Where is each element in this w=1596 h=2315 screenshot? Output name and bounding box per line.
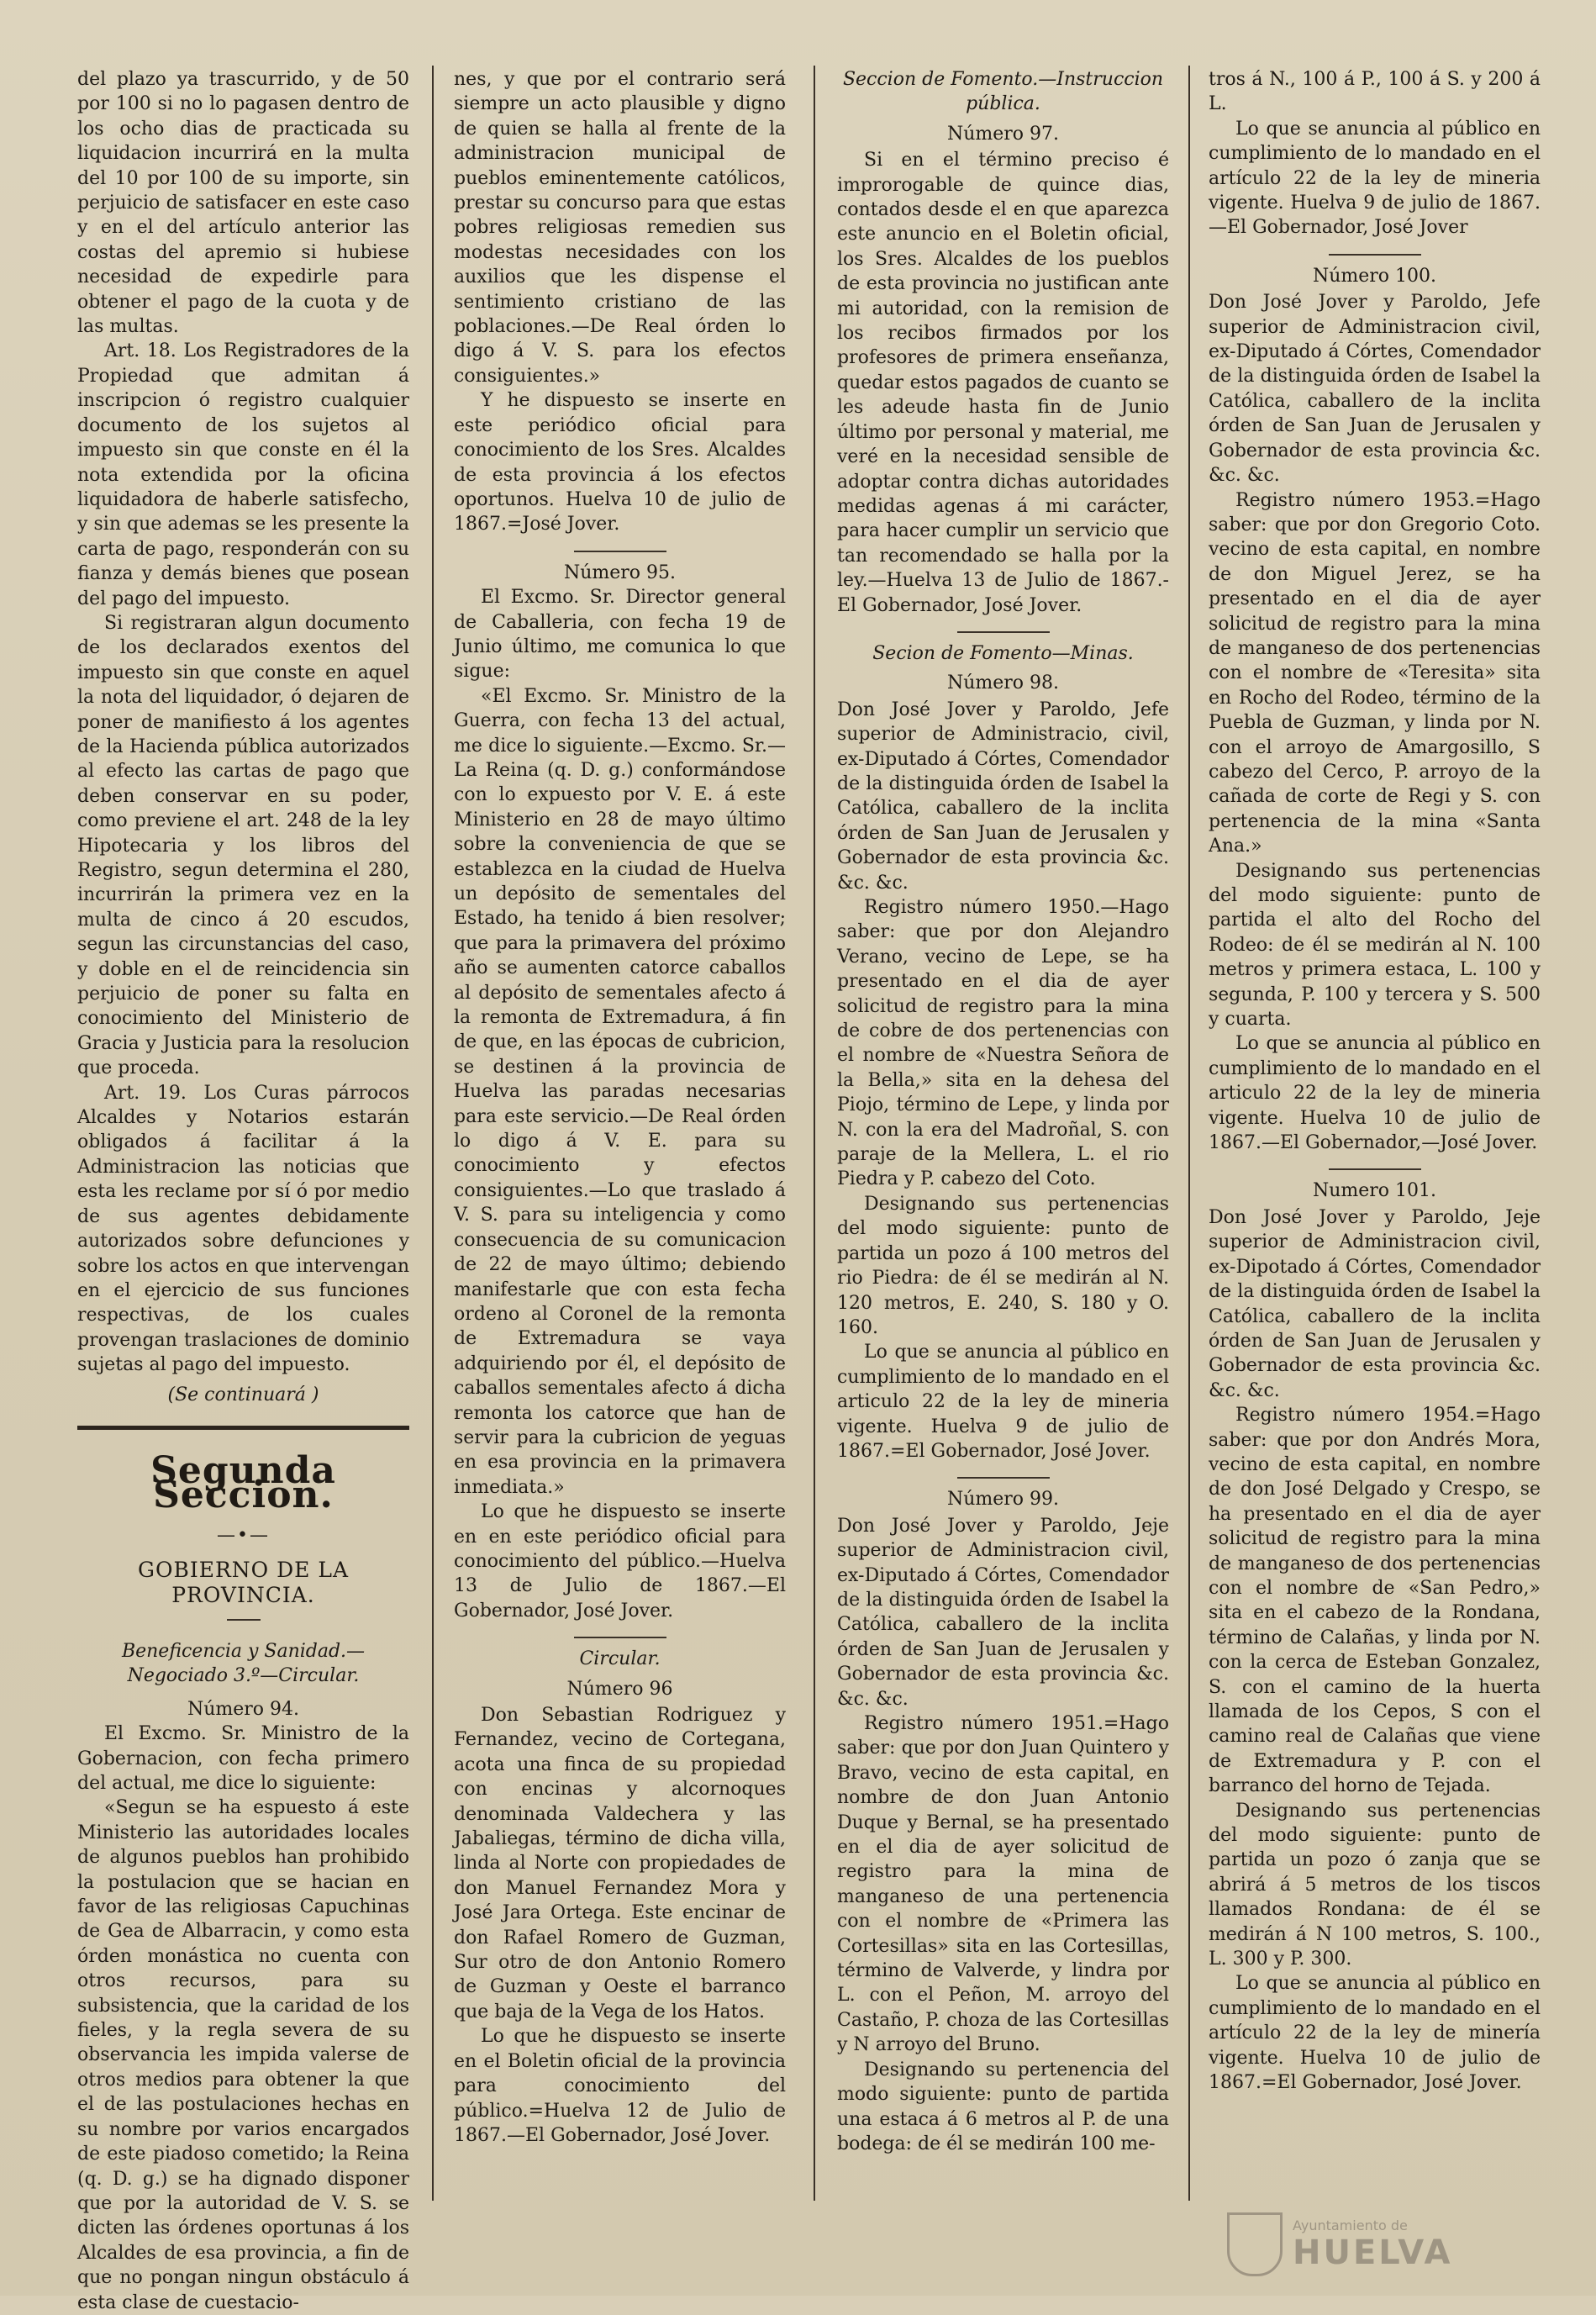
paragraph: Don Sebastian Rodriguez y Fernandez, vecino de Cortegana, acota una finca de su propiedad con encinas y alcornoques denominada Valdechera y las Jabaliegas, término de dicha villa, linda al Norte con propiedades de don Manuel Fernandez Mora y José Jara Ortega. Este encinar de don Rafael Romero de Guzman, Sur otro de don Antonio Romero de Guzman y Oeste el barranco que baja de la Vega de los Hatos. <box>454 1705 786 2022</box>
paragraph: Si registraran algun documento de los declarados exentos del impuesto sin que conste en aquel la nota del liquidador, ó dejaren de poner de manifiesto á los agentes de la Hacienda pública autorizados al efecto las cartas de pago que deben conservar en su poder, como previene el art. 248 de la ley Hipotecaria y los libros del Registro, segun determina el 280, incurrirán la primera vez en la multa de cinco á 20 escudos, segun las circunstancias del caso, y doble en el de reincidencia sin perjuicio de poner su falta en conocimiento del Ministerio de Gracia y Justicia para la resolucion que proceda. <box>77 612 409 1079</box>
column-3 <box>837 67 1169 2202</box>
department-heading: Secion de Fomento—Minas. <box>872 642 1134 664</box>
divider <box>1329 1168 1421 1170</box>
notice-number: Numero 101. <box>1312 1180 1437 1202</box>
paragraph: Registro número 1953.=Hago saber: que por don Gregorio Coto. vecino de esta capital, en nombre de don Miguel Jerez, se ha presentado en el dia de ayer solicitud de registro para la mina de manganeso de dos pertenencias con el nombre de «Teresita» sita en Rocho del Rodeo, término de la Puebla de Guzman, y linda por N. con el arroyo de Amargosillo, S cabezo del Cerco, P. arroyo de la cañada de corte de Regi y S. con pertenencia de la mina «Santa Ana.» <box>1209 489 1541 857</box>
paragraph: Registro número 1951.=Hago saber: que por don Juan Quintero y Bravo, vecino de esta capital, en nombre de don Juan Antonio Duque y Bernal, se ha presentado en el dia de ayer solicitud de registro para la mina de manganeso de una pertenencia con el nombre de «Primera las Cortesillas» sita en las Cortesillas, término de Valverde, y lindra por L. con el Peñon, M. arroyo del Castaño, P. choza de las Cortesillas y N arroyo del Bruno. <box>837 1713 1169 2056</box>
paragraph: El Excmo. Sr. Director general de Caballeria, con fecha 19 de Junio último, me comunica lo que sigue: <box>454 587 786 683</box>
paragraph: Registro número 1954.=Hago saber: que por don Andrés Mora, vecino de esta capital, en nombre de don José Delgado y Crespo, se ha presentado en el dia de ayer solicitud de registro para la mina de manganeso de dos pertenencias con el nombre de «San Pedro,» sita en el cabezo de la Rondana, término de Calañas, y linda por N. con la cerca de Esteban Gonzalez, S. con el camino de la huerta llamada de los Cepos, S con el camino real de Calañas que viene de Extremadura y P. con el barranco del horno de Tejada. <box>1209 1405 1541 1797</box>
paragraph: Don José Jover y Paroldo, Jefe superior de Administracion civil, ex-Diputado á Córtes, Comendador de la distinguida órden de Isabel la Católica, caballero de la inclita órden de San Juan de Jerusalen y Gobernador de esta provincia &c. &c. &c. <box>1209 292 1541 487</box>
gobierno-heading: GOBIERNO DE LA PROVINCIA. <box>138 1558 349 1607</box>
department-heading: Seccion de Fomento.—Instruccion pública. <box>842 69 1164 115</box>
paragraph: Lo que he dispuesto se inserte en el Boletin oficial de la provincia para conocimiento del público.=Huelva 12 de Julio de 1867.—El Gobernador, José Jover. <box>454 2026 786 2146</box>
continuation-note: (Se continuará ) <box>167 1384 319 1405</box>
divider <box>957 1477 1050 1479</box>
paragraph: Don José Jover y Paroldo, Jeje superior de Administracion civil, ex-Dipotado á Córtes, Comendador de la distinguida órden de Isabel la Católica, caballero de la inclita órden de San Juan de Jerusalen y Gobernador de esta provincia &c. &c. &c. <box>1209 1206 1541 1401</box>
paragraph: Y he dispuesto se inserte en este periódico oficial para conocimiento de los Sres. Alcaldes de esta provincia á los efectos oportunos. Huelva 10 de julio de 1867.=José Jover. <box>454 390 786 535</box>
notice-number: Número 98. <box>946 672 1060 694</box>
column-2 <box>454 67 786 2202</box>
divider <box>574 1637 666 1638</box>
department-heading: Beneficencia y Sanidad.—Negociado 3.º—Circular. <box>121 1640 366 1687</box>
section-rule <box>77 1426 409 1430</box>
watermark-text <box>1293 2217 1452 2272</box>
divider <box>227 1619 261 1621</box>
notice-number: Número 99. <box>946 1489 1060 1511</box>
watermark-small: Ayuntamiento de <box>1293 2217 1408 2233</box>
ornament-divider: —•— <box>217 1524 270 1546</box>
paragraph: Lo que he dispuesto se inserte en en este periódico oficial para conocimiento del público.—Huelva 13 de Julio de 1867.—El Gobernador, José Jover. <box>454 1501 786 1622</box>
paragraph: Designando sus pertenencias del modo siguiente: punto de partida el alto del Rocho del Rodeo: de él se medirán al N. 100 metros y primera estaca, L. 100 y segunda, P. 100 y tercera y S. 500 y cuarta. <box>1209 860 1541 1031</box>
paragraph: Designando sus pertenencias del modo siguiente: punto de partida un pozo ó zanja que se abrirá á 5 metros de los tiscos llamados Rondana: de él se medirán á N 100 metros, S. 100., L. 300 y P. 300. <box>1209 1800 1541 1970</box>
paragraph: «El Excmo. Sr. Ministro de la Guerra, con fecha 13 del actual, me dice lo siguiente.—Excmo. Sr.—La Reina (q. D. g.) conformándose con lo expuesto por V. E. á este Ministerio en 28 de mayo último sobre la conveniencia de que se establezca en la ciudad de Huelva un depósito de sementales del Estado, ha tenido á bien resolver; que para la primavera del próximo año se aumenten catorce caballos al depósito de sementales afecto á la remonta de Extremadura, á fin de que, en las épocas de cubricion, se destinen á la provincia de Huelva las paradas necesarias para este servicio.—De Real órden lo digo á V. E. para su conocimiento y efectos consiguientes.—Lo que traslado á V. S. para su inteligencia y como consecuencia de su comunicacion de 22 de mayo último; debiendo manifestarle que con esta fecha ordeno al Coronel de la remonta de Extremadura se vaya adquiriendo por él, el depósito de caballos sementales afecto á dicha remonta los catorce que han de servir para la cubricion de yeguas en esa provincia en la primavera inmediata.» <box>454 685 786 1498</box>
notice-number: Número 96 <box>566 1678 673 1700</box>
archive-watermark <box>1227 2211 1580 2278</box>
paragraph: Lo que se anuncia al público en cumplimiento de lo mandado en el articulo 22 de la ley de mineria vigente. Huelva 9 de julio de 1867.=El Gobernador, José Jover. <box>837 1342 1169 1462</box>
paragraph: Lo que se anuncia al público en cumplimiento de lo mandado en el artículo 22 de la ley de mineria vigente. Huelva 9 de julio de 1867.—El Gobernador, José Jover <box>1209 118 1541 239</box>
paragraph: del plazo ya trascurrido, y de 50 por 100 si no lo pagasen dentro de los ocho dias de practicada su liquidacion incurrirá en la multa del 10 por 100 de su importe, sin perjuicio de satisfacer en este caso y en el del artículo anterior las costas del apremio si hubiese necesidad de expedirle para obtener el pago de la cuota y de las multas. <box>77 69 409 338</box>
notice-number: Número 94. <box>187 1698 300 1720</box>
paragraph: Don José Jover y Paroldo, Jeje superior de Administracion civil, ex-Diputado á Córtes, Comendador de la distinguida órden de Isabel la Católica, caballero de la inclita órden de San Juan de Jerusalen y Gobernador de esta provincia &c. &c. &c. <box>837 1515 1169 1710</box>
paragraph: Designando sus pertenencias del modo siguiente: punto de partida un pozo á 100 metros del rio Piedra: de él se medirán al N. 120 metros, E. 240, S. 180 y O. 160. <box>837 1193 1169 1338</box>
paragraph: «Segun se ha espuesto á este Ministerio las autoridades locales de algunos pueblos han prohibido la postulacion que se hacian en favor de las religiosas Capuchinas de Gea de Albarracin, y como esta órden monástica no cuenta con otros recursos, para su subsistencia, que la caridad de los fieles, y la regla severa de su observancia les impida valerse de otros medios para obtener la que el de las postulaciones hechas en su nombre por varios encargados de este piadoso cometido; la Reina (q. D. g.) se ha dignado disponer que por la autoridad de V. S. se dicten las órdenes oportunas á los Alcaldes de esa provincia, a fin de que no pongan ningun obstáculo á esta clase de cuestacio- <box>77 1797 409 2313</box>
column-rule <box>1188 66 1190 2201</box>
paragraph: Si en el término preciso é improrogable de quince dias, contados desde el en que aparezca este anuncio en el Boletin oficial, los Sres. Alcaldes de los pueblos de esta provincia no justifican ante mi autoridad, con la remision de los recibos firmados por los profesores de primera enseñanza, quedar estos pagados de cuanto se les adeude hasta fin de Junio último por personal y material, me veré en la necesidad sensible de adoptar contra dichas autoridades medidas agenas á mi carácter, para hacer cumplir un servicio que tan recomendado se halla por la ley.—Huelva 13 de Julio de 1867.-El Gobernador, José Jover. <box>837 150 1169 616</box>
coat-of-arms-icon <box>1227 2212 1283 2276</box>
paragraph: tros á N., 100 á P., 100 á S. y 200 á L. <box>1209 69 1541 115</box>
paragraph: nes, y que por el contrario será siempre un acto plausible y digno de quien se halla al frente de la administracion municipal de pueblos eminentemente católicos, prestar su concurso para que estas pobres religiosas remedien sus modestas necesidades con los auxilios que les dispense el sentimiento cristiano de las poblaciones.—De Real órden lo digo á V. S. para los efectos consiguientes.» <box>454 69 786 387</box>
paragraph: Designando su pertenencia del modo siguiente: punto de partida una estaca á 6 metros al P. de una bodega: de él se medirán 100 me- <box>837 2059 1169 2154</box>
notice-number: Número 95. <box>563 562 677 583</box>
watermark-big: HUELVA <box>1293 2233 1453 2272</box>
notice-number: Número 100. <box>1312 265 1437 287</box>
divider <box>957 631 1050 633</box>
paragraph: Registro número 1950.—Hago saber: que por don Alejandro Verano, vecino de Lepe, se ha presentado en el dia de ayer solicitud de registro para la mina de cobre de dos pertenencias con el nombre de «Nuestra Señora de la Bella,» sita en la dehesa del Piojo, término de Lepe, y linda por N. con la era del Madroñal, S. con paraje de la Mellera, L. el rio Piedra y P. cabezo del Coto. <box>837 897 1169 1190</box>
paragraph: Lo que se anuncia al público en cumplimiento de lo mandado en el artículo 22 de la ley de minería vigente. Huelva 10 de julio de 1867.=El Gobernador, José Jover. <box>1209 1973 1541 2094</box>
article-18: Art. 18. Los Registradores de la Propiedad que admitan á inscripcion ó registro cualquier documento de los sujetos al impuesto sin que conste en él la nota extendida por la oficina liquidadora de haberle satisfecho, y sin que ademas se les presente la carta de pago, responderán con su fianza y demás bienes que posean del pago del impuesto. <box>77 340 409 609</box>
column-rule <box>432 66 434 2201</box>
notice-number: Número 97. <box>946 123 1060 145</box>
column-rule <box>814 66 815 2201</box>
paragraph: El Excmo. Sr. Ministro de la Gobernacion, con fecha primero del actual, me dice lo siguiente: <box>77 1723 409 1794</box>
section-title: Segunda Seccion. <box>150 1448 336 1517</box>
column-1 <box>77 67 409 2313</box>
divider <box>574 551 666 552</box>
divider <box>1329 254 1421 256</box>
article-19: Art. 19. Los Curas párrocos Alcaldes y Notarios estarán obligados á facilitar á la Administracion las noticias que esta les reclame por sí ó por medio de sus agentes debidamente autorizados sobre defunciones y sobre los actos en que intervengan en el ejercicio de sus funciones respectivas, de los cuales provengan traslaciones de dominio sujetas al pago del impuesto. <box>77 1082 409 1376</box>
circular-heading: Circular. <box>579 1648 661 1670</box>
paragraph: Don José Jover y Paroldo, Jefe superior de Administracio, civil, ex-Diputado á Córtes, Comendador de la distinguida órden de Isabel la Católica, caballero de la inclita órden de San Juan de Jerusalen y Gobernador de esta provincia &c. &c. &c. <box>837 699 1169 894</box>
column-4 <box>1209 67 1541 2202</box>
paragraph: Lo que se anuncia al público en cumplimiento de lo mandado en el articulo 22 de la ley de mineria vigente. Huelva 10 de julio de 1867.—El Gobernador,—José Jover. <box>1209 1033 1541 1154</box>
